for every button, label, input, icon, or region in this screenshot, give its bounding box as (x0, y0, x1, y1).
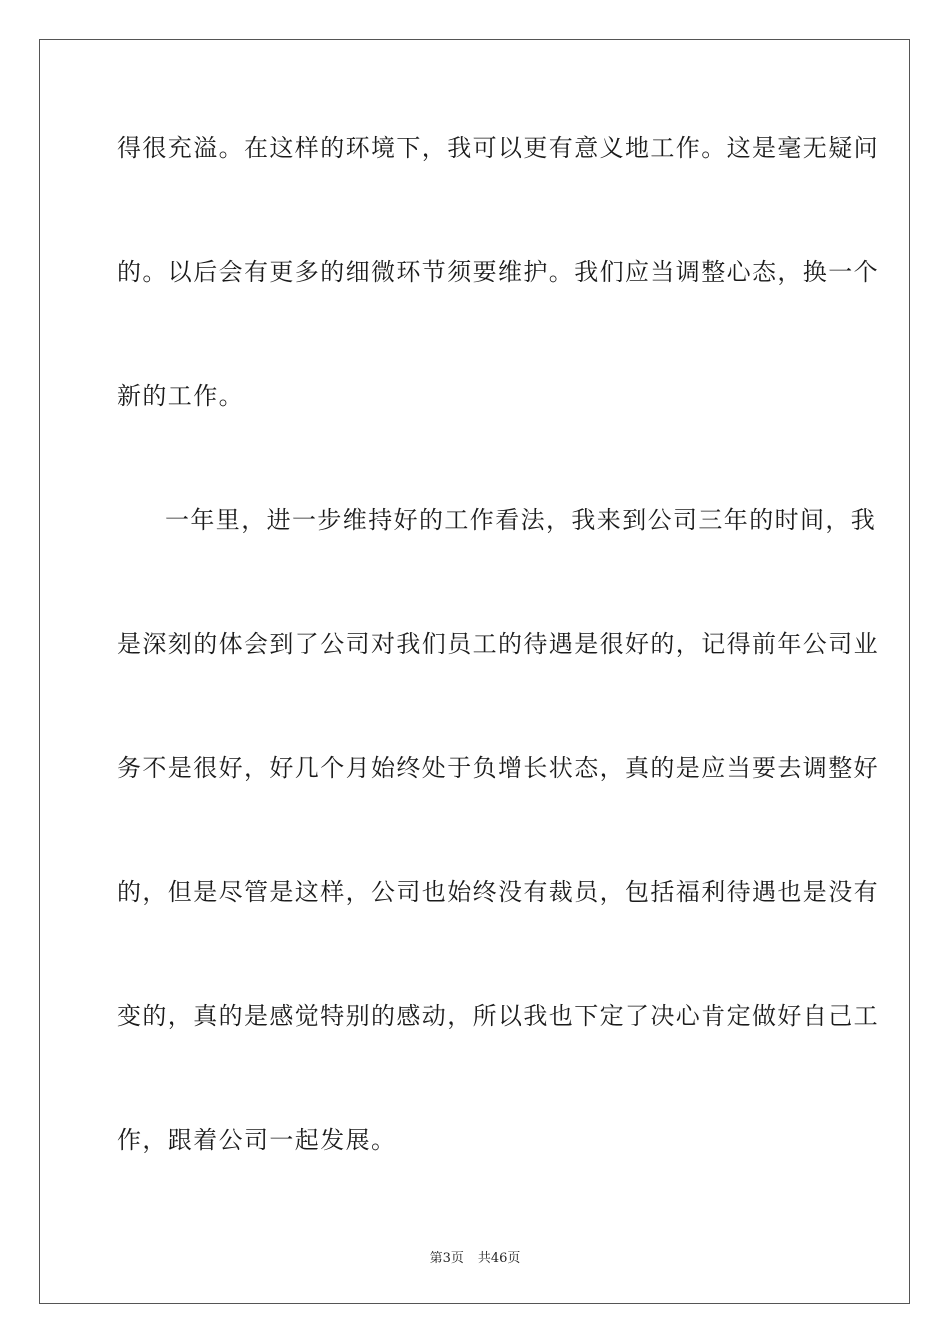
text-line-8: 变的，真的是感觉特别的感动，所以我也下定了决心肯定做好自己工 (117, 1002, 879, 1030)
text-line-6: 务不是很好，好几个月始终处于负增长状态，真的是应当要去调整好 (117, 754, 879, 782)
document-body (117, 128, 879, 1244)
text-line-3: 新的工作。 (117, 382, 244, 410)
text-line-4-content: 一年里，进一步维持好的工作看法，我来到公司三年的时间，我 (165, 506, 877, 534)
text-line-1: 得很充溢。在这样的环境下，我可以更有意义地工作。这是毫无疑问 (117, 134, 879, 162)
text-line-4 (117, 500, 877, 624)
page-footer (0, 1247, 950, 1266)
current-page-label: 第3页 (429, 1251, 464, 1266)
text-line-2: 的。以后会有更多的细微环节须要维护。我们应当调整心态，换一个 (117, 258, 879, 286)
text-line-5: 是深刻的体会到了公司对我们员工的待遇是很好的，记得前年公司业 (117, 630, 879, 658)
text-line-7: 的，但是尽管是这样，公司也始终没有裁员，包括福利待遇也是没有 (117, 878, 879, 906)
total-pages-label: 共46页 (477, 1251, 521, 1266)
text-line-9: 作，跟着公司一起发展。 (117, 1126, 397, 1154)
